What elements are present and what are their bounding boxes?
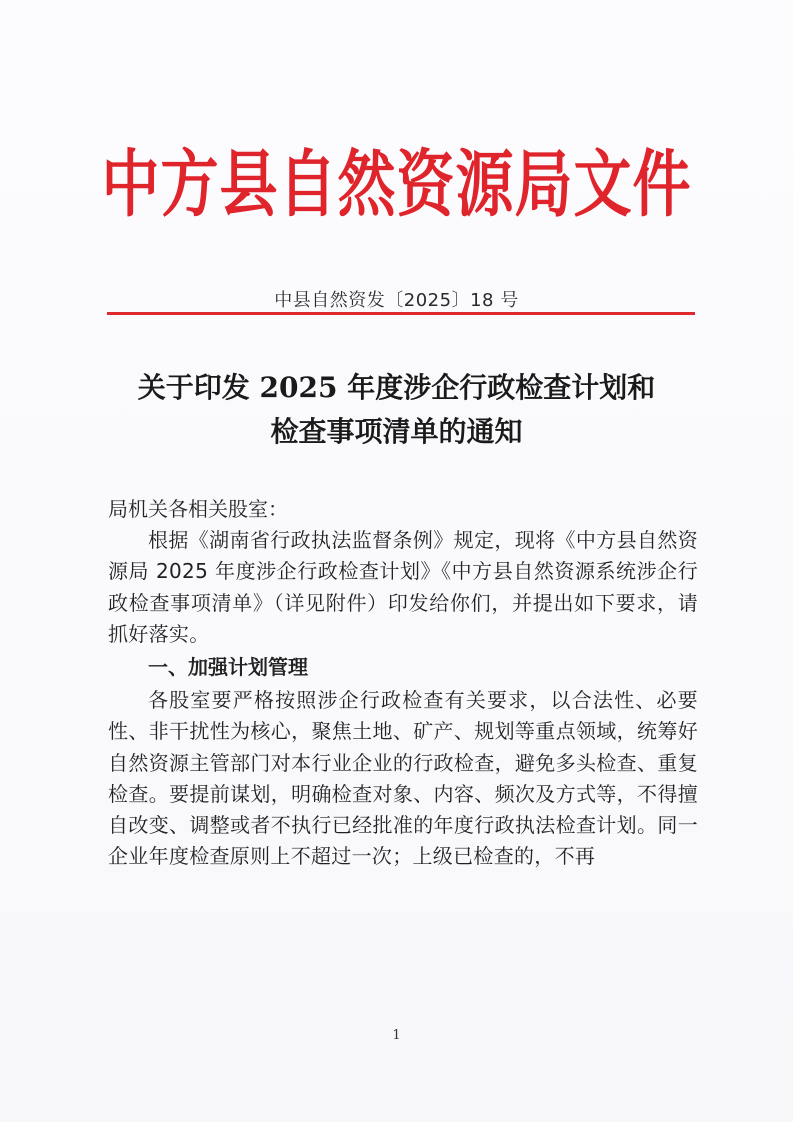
notice-title-line-1: 关于印发 2025 年度涉企行政检查计划和 [137,371,656,404]
document-number: 中县自然资发〔2025〕18 号 [274,290,519,311]
paragraph-2: 各股室要严格按照涉企行政检查有关要求，以合法性、必要性、非干扰性为核心，聚焦土地、矿产、规划等重点领域，统筹好自然资源主管部门对本行业企业的行政检查，避免多头检查、重复检查。要提前谋划，明确检查对象、内容、频次及方式等，不得擅自改变、调整或者不执行已经批准的年度行政执法检查计划。同一企业年度检查原则上不超过一次；上级已检查的，不再 [108,688,698,869]
paragraph-1: 根据《湖南省行政执法监督条例》规定，现将《中方县自然资源局 2025 年度涉企行政检查计划》《中方县自然资源系统涉企行政检查事项清单》（详见附件）印发给你们，并提出如下要求，请抓好落实。 [108,528,698,646]
notice-title-line-2: 检查事项清单的通知 [270,415,523,448]
document-body [108,494,698,872]
document-header-title: 中方县自然资源局文件 [101,141,692,227]
section-1-heading: 一、加强计划管理 [148,655,308,680]
page-number: 1 [392,1028,401,1043]
notice-title [0,366,793,454]
red-divider-line [107,312,695,315]
salutation: 局机关各相关股室： [108,497,288,521]
